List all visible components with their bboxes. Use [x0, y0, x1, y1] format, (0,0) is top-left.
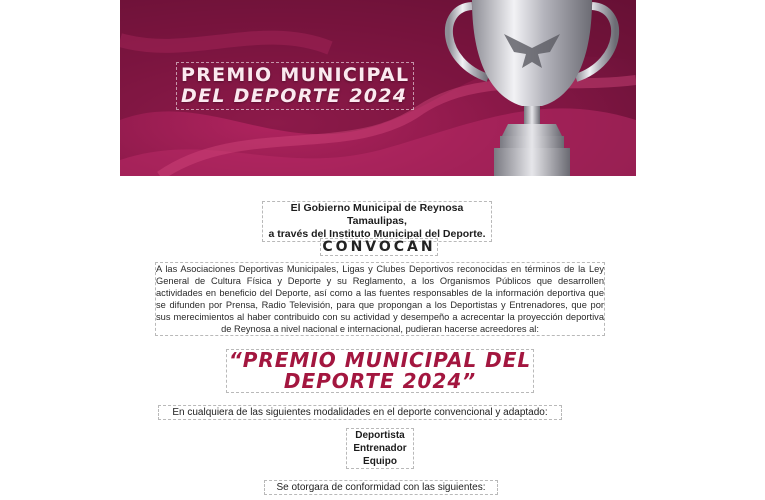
category-entrenador: Entrenador: [353, 443, 407, 454]
banner-title: [176, 62, 414, 110]
award-title-line-1: “PREMIO MUNICIPAL DEL: [228, 348, 532, 372]
call-paragraph: A las Asociaciones Deportivas Municipales, Ligas y Clubes Deportivos reconocidas en términos de la Ley General de Cultura Física y Deporte y su Reglamento, a los Organismos Públicos que desarrollen actividades en beneficio del Deporte, así como a las fuentes responsables de la información deportiva que se difunden por Prensa, Radio Televisión, para que propongan a los Deportistas y Entrenadores, que por sus merecimientos al haber contribuido con su actividad y desempeño a acrecentar la proyección deportiva de Reynosa a nivel nacional e internacional, pudieran hacerse acreedores al:: [156, 264, 604, 334]
hero-banner: [120, 0, 636, 176]
modalities-text: En cualquiera de las siguientes modalidades en el deporte convencional y adaptado:: [158, 405, 562, 420]
trophy-icon: [442, 0, 622, 176]
issuer-line-1: El Gobierno Municipal de Reynosa Tamaulipas,: [290, 202, 464, 227]
issuer-line-2: a través del Instituto Municipal del Deporte.: [268, 228, 486, 240]
banner-title-line-1: PREMIO MUNICIPAL: [181, 64, 410, 86]
award-title: [226, 349, 534, 393]
banner-title-line-2: DEL DEPORTE 2024: [181, 85, 408, 107]
category-deportista: Deportista: [355, 430, 405, 441]
category-list: [346, 428, 414, 469]
issuer-statement: [262, 201, 492, 242]
award-title-line-2: DEPORTE 2024”: [283, 369, 477, 393]
conformity-text: Se otorgara de conformidad con las siguientes:: [264, 480, 498, 495]
category-equipo: Equipo: [363, 456, 397, 467]
convocan-heading: CONVOCAN: [320, 238, 438, 256]
